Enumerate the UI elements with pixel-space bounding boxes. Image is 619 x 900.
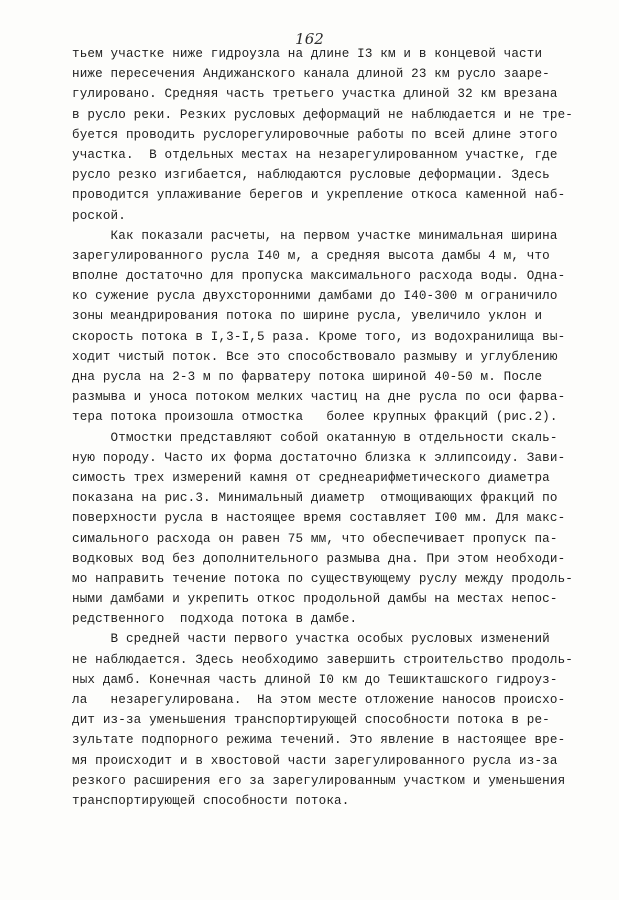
text-line: скорость потока в I,3-I,5 раза. Кроме того, из водохранилища вы- (72, 329, 566, 344)
text-line: проводится уплаживание берегов и укрепление откоса каменной наб- (72, 188, 566, 203)
text-line: ниже пересечения Андижанского канала длиной 23 км русло зааре- (72, 67, 550, 82)
text-line: мя происходит и в хвостовой части зарегулированного русла из-за (72, 753, 558, 768)
page-number: 162 (295, 30, 324, 48)
text-line: зарегулированного русла I40 м, а средняя высота дамбы 4 м, что (72, 248, 550, 263)
text-line: ко сужение русла двухсторонними дамбами до I40-300 м ограничило (72, 289, 558, 304)
text-line: ных дамб. Конечная часть длиной I0 км до Тешикташского гидроуз- (72, 672, 558, 687)
text-line: редственного подхода потока в дамбе. (72, 612, 358, 627)
text-line: ную породу. Часто их форма достаточно близка к эллипсоиду. Зави- (72, 450, 566, 465)
text-line: симального расхода он равен 75 мм, что обеспечивает пропуск па- (72, 531, 558, 546)
text-line: роской. (72, 208, 126, 223)
text-line: ла незарегулирована. На этом месте отложение наносов происхо- (72, 693, 566, 707)
text-line: мо направить течение потока по существующему руслу между продоль- (72, 571, 573, 586)
text-line: дит из-за уменьшения транспортирующей способности потока в ре- (72, 713, 550, 728)
text-line: дна русла на 2-3 м по фарватеру потока шириной 40-50 м. После (72, 370, 543, 384)
text-line: водковых вод без дополнительного размыва дна. При этом необходи- (72, 551, 566, 566)
text-line: зультате подпорного режима течений. Это явление в настоящее вре- (72, 733, 566, 748)
text-line: русло резко изгибается, наблюдаются русловые деформации. Здесь (72, 168, 550, 183)
text-line: ными дамбами и укрепить откос продольной дамбы на местах непос- (72, 592, 558, 607)
text-line: Как показали расчеты, на первом участке минимальная ширина (72, 228, 558, 243)
text-line: симость трех измерений камня от среднеарифметического диаметра (72, 470, 550, 485)
text-line: в русло реки. Резких русловых деформаций не наблюдается и не тре- (72, 107, 573, 122)
text-line: участка. В отдельных местах на незарегулированном участке, где (72, 147, 558, 162)
text-line: поверхности русла в настоящее время составляет I00 мм. Для макс- (72, 511, 566, 526)
text-line: не наблюдается. Здесь необходимо завершить строительство продоль- (72, 652, 573, 667)
text-line: резкого расширения его за зарегулированным участком и уменьшения (72, 773, 566, 788)
text-line: транспортирующей способности потока. (72, 793, 350, 808)
text-line: тера потока произошла отмостка более крупных фракций (рис.2). (72, 410, 558, 425)
text-line: гулировано. Средняя часть третьего участка длиной 32 км врезана (72, 87, 558, 102)
text-line: вполне достаточно для пропуска максимального расхода воды. Одна- (72, 269, 566, 284)
text-line: показана на рис.3. Минимальный диаметр отмощивающих фракций по (72, 491, 558, 506)
text-line: размыва и уноса потоком мелких частиц на дне русла по оси фарва- (72, 390, 566, 405)
body-text (72, 44, 592, 811)
text-line: ходит чистый поток. Все это способствовало размыву и углублению (72, 349, 558, 364)
text-line: В средней части первого участка особых русловых изменений (72, 632, 550, 647)
text-line: зоны меандрирования потока по ширине русла, увеличило уклон и (72, 309, 543, 324)
text-line: тьем участке ниже гидроузла на длине I3 км и в концевой части (72, 47, 543, 61)
text-line: Отмостки представляют собой окатанную в отдельности скаль- (72, 430, 558, 445)
text-line: буется проводить руслорегулировочные работы по всей длине этого (72, 127, 558, 142)
